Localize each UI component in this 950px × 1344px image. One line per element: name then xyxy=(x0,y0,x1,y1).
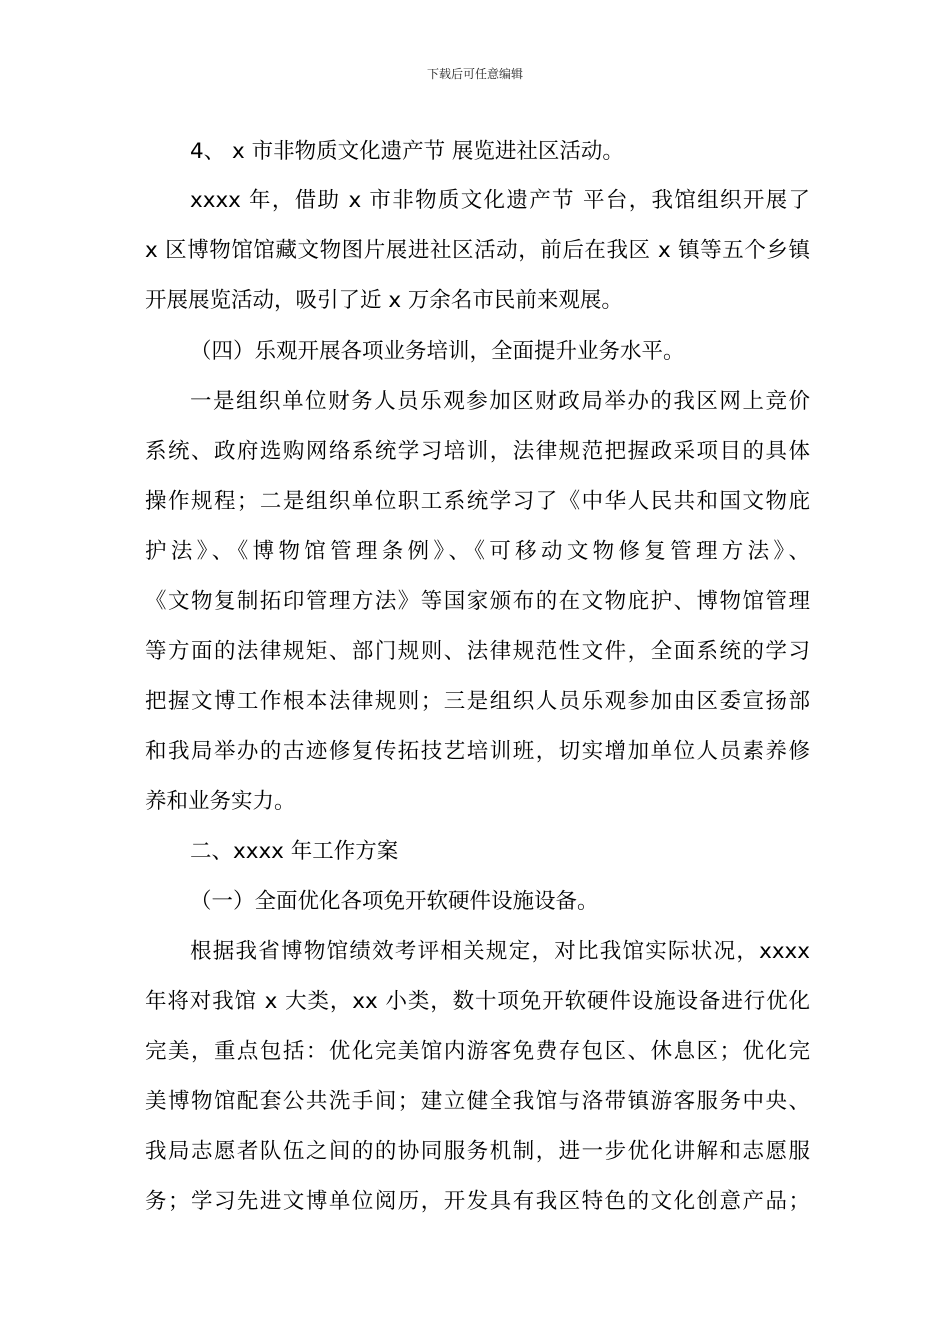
paragraph-line: 操作规程；二是组织单位职工系统学习了《中华人民共和国文物庇 xyxy=(145,489,810,514)
paragraph-line: 根据我省博物馆绩效考评相关规定，对比我馆实际状况，xxxx xyxy=(190,939,810,964)
paragraph-line: （四）乐观开展各项业务培训，全面提升业务水平。 xyxy=(190,339,685,364)
section-heading: 二、xxxx 年工作方案 xyxy=(190,839,399,864)
paragraph-line: 和我局举办的古迹修复传拓技艺培训班，切实增加单位人员素养修 xyxy=(145,739,810,764)
paragraph-line: 一是组织单位财务人员乐观参加区财政局举办的我区网上竞价 xyxy=(190,389,810,414)
page-header: 下载后可任意编辑 xyxy=(426,67,523,81)
paragraph-line: x 区博物馆馆藏文物图片展进社区活动，前后在我区 x 镇等五个乡镇 xyxy=(145,238,810,263)
paragraph-line: xxxx 年，借助 x 市非物质文化遗产节 平台，我馆组织开展了 xyxy=(190,188,810,213)
paragraph-line: 完美，重点包括：优化完美馆内游客免费存包区、休息区；优化完 xyxy=(145,1039,810,1064)
paragraph-line: 开展展览活动，吸引了近 x 万余名市民前来观展。 xyxy=(145,288,623,313)
subsection-heading: （一）全面优化各项免开软硬件设施设备。 xyxy=(190,889,599,914)
paragraph-line: 《文物复制拓印管理方法》等国家颁布的在文物庇护、博物馆管理 xyxy=(145,589,810,614)
paragraph-line: 4、 x 市非物质文化遗产节 展览进社区活动。 xyxy=(190,139,624,164)
paragraph-line: 务；学习先进文博单位阅历，开发具有我区特色的文化创意产品； xyxy=(145,1189,810,1214)
paragraph-line: 把握文博工作根本法律规则；三是组织人员乐观参加由区委宣扬部 xyxy=(145,689,810,714)
paragraph-line: 等方面的法律规矩、部门规则、法律规范性文件，全面系统的学习 xyxy=(145,639,810,664)
paragraph-line: 我局志愿者队伍之间的的协同服务机制，进一步优化讲解和志愿服 xyxy=(145,1139,810,1164)
paragraph-line: 系统、政府选购网络系统学习培训，法律规范把握政采项目的具体 xyxy=(145,439,810,464)
paragraph-line: 美博物馆配套公共洗手间；建立健全我馆与洛带镇游客服务中央、 xyxy=(145,1089,810,1114)
paragraph-line: 养和业务实力。 xyxy=(145,789,296,814)
paragraph-line: 护法》、《博物馆管理条例》、《可移动文物修复管理方法》、 xyxy=(145,539,810,564)
paragraph-line: 年将对我馆 x 大类，xx 小类，数十项免开软硬件设施设备进行优化 xyxy=(145,989,810,1014)
